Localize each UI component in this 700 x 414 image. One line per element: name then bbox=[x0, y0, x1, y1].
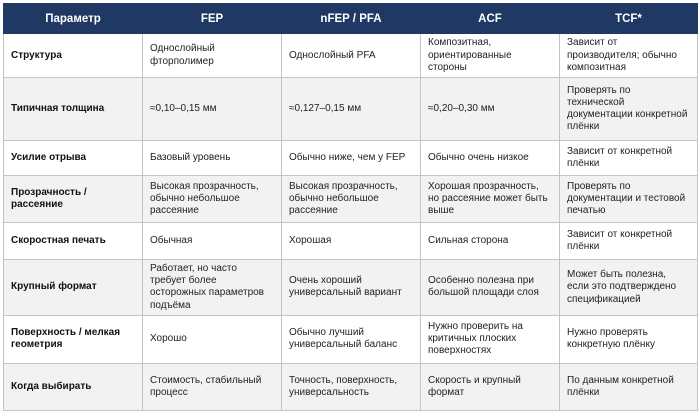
table-row bbox=[4, 140, 698, 175]
cell-nfep: ≈0,127–0,15 мм bbox=[282, 78, 421, 140]
cell-fep: ≈0,10–0,15 мм bbox=[143, 78, 282, 140]
cell-acf: Сильная сторона bbox=[421, 223, 560, 259]
cell-acf: Нужно проверить на критичных плоских поверхностях bbox=[421, 316, 560, 363]
cell-fep: Обычная bbox=[143, 223, 282, 259]
cell-acf: Скорость и крупный формат bbox=[421, 363, 560, 410]
row-label: Типичная толщина bbox=[4, 78, 143, 140]
cell-tcf: Зависит от конкретной плёнки bbox=[560, 223, 698, 259]
row-label: Поверхность / мелкая геометрия bbox=[4, 316, 143, 363]
table-row bbox=[4, 259, 698, 315]
cell-acf: Хорошая прозрачность, но рассеяние может быть выше bbox=[421, 176, 560, 223]
table-row bbox=[4, 363, 698, 410]
header-tcf: TCF* bbox=[560, 4, 698, 34]
cell-tcf: Проверять по документации и тестовой печатью bbox=[560, 176, 698, 223]
cell-acf: Особенно полезна при большой площади слоя bbox=[421, 259, 560, 315]
header-nfep-pfa: nFEP / PFA bbox=[282, 4, 421, 34]
table-row bbox=[4, 78, 698, 140]
cell-fep: Стоимость, стабильный процесс bbox=[143, 363, 282, 410]
cell-tcf: Может быть полезна, если это подтверждено спецификацией bbox=[560, 259, 698, 315]
cell-nfep: Однослойный PFA bbox=[282, 34, 421, 78]
table-row bbox=[4, 34, 698, 78]
table-row bbox=[4, 176, 698, 223]
header-fep: FEP bbox=[143, 4, 282, 34]
header-row bbox=[4, 4, 698, 34]
cell-tcf: Проверять по технической документации конкретной плёнки bbox=[560, 78, 698, 140]
comparison-table bbox=[3, 3, 698, 411]
row-label: Прозрачность / рассеяние bbox=[4, 176, 143, 223]
header-acf: ACF bbox=[421, 4, 560, 34]
table-row bbox=[4, 316, 698, 363]
cell-nfep: Хорошая bbox=[282, 223, 421, 259]
cell-tcf: Нужно проверять конкретную плёнку bbox=[560, 316, 698, 363]
cell-tcf: По данным конкретной плёнки bbox=[560, 363, 698, 410]
table-row bbox=[4, 223, 698, 259]
header-parameter: Параметр bbox=[4, 4, 143, 34]
cell-fep: Базовый уровень bbox=[143, 140, 282, 175]
cell-nfep: Обычно ниже, чем у FEP bbox=[282, 140, 421, 175]
cell-nfep: Высокая прозрачность, обычно небольшое рассеяние bbox=[282, 176, 421, 223]
cell-fep: Работает, но часто требует более осторожных параметров подъёма bbox=[143, 259, 282, 315]
cell-nfep: Обычно лучший универсальный баланс bbox=[282, 316, 421, 363]
cell-acf: Композитная, ориентированные стороны bbox=[421, 34, 560, 78]
cell-acf: Обычно очень низкое bbox=[421, 140, 560, 175]
cell-fep: Высокая прозрачность, обычно небольшое рассеяние bbox=[143, 176, 282, 223]
cell-acf: ≈0,20–0,30 мм bbox=[421, 78, 560, 140]
cell-fep: Однослойный фторполимер bbox=[143, 34, 282, 78]
cell-nfep: Очень хороший универсальный вариант bbox=[282, 259, 421, 315]
row-label: Когда выбирать bbox=[4, 363, 143, 410]
row-label: Усилие отрыва bbox=[4, 140, 143, 175]
cell-fep: Хорошо bbox=[143, 316, 282, 363]
cell-nfep: Точность, поверхность, универсальность bbox=[282, 363, 421, 410]
cell-tcf: Зависит от конкретной плёнки bbox=[560, 140, 698, 175]
row-label: Крупный формат bbox=[4, 259, 143, 315]
cell-tcf: Зависит от производителя; обычно композитная bbox=[560, 34, 698, 78]
row-label: Структура bbox=[4, 34, 143, 78]
row-label: Скоростная печать bbox=[4, 223, 143, 259]
